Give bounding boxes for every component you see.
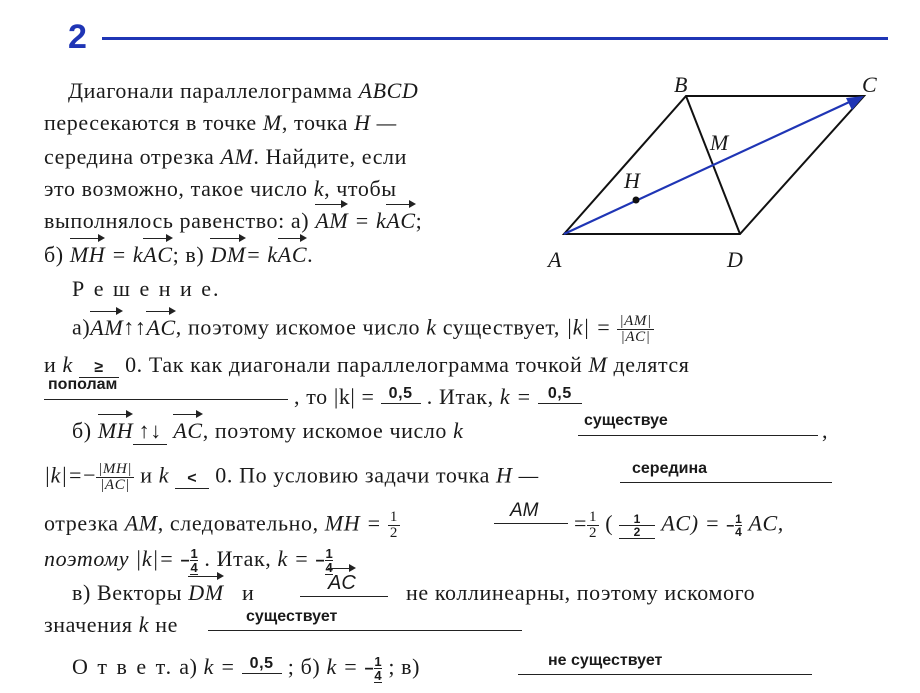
blank-line-c-exists	[208, 630, 522, 631]
fill-pop[interactable]: пополам	[48, 376, 118, 393]
solution-a-line-1: а)AM↑↑AC, поэтому искомое число k существует, |k| = $\frac{|AM|}{|AC|}$	[72, 313, 652, 345]
fill-ans-a[interactable]: 0,5	[242, 655, 282, 674]
parallelogram-figure	[540, 66, 900, 276]
task-number: 2	[68, 18, 87, 56]
solution-b-line-4: поэтому |k|= − $\frac{1}{4}$ . Итак, k = − $\frac{1}{4}$	[44, 545, 334, 575]
fill-am[interactable]: AM	[510, 500, 539, 521]
solution-a-line-3: , то |k| = 0,5 . Итак, k = 0,5	[294, 384, 582, 410]
answer-line: О т в е т. а) k = 0,5 ; б) k = − $\frac{1}{4}$ ; в)	[72, 653, 421, 683]
solution-b-line-3: отрезка AM, следовательно, MH = $\frac{1}{2}$	[44, 509, 398, 541]
blank-line-b-exists	[578, 435, 818, 436]
label-h: H	[624, 168, 641, 193]
b-comma: ,	[822, 418, 829, 443]
fill-abs-val[interactable]: 0,5	[381, 385, 421, 404]
header-rule	[102, 37, 888, 40]
blank-line-pop	[44, 399, 288, 400]
fill-ans-b[interactable]: $\frac{1}{4}$	[374, 653, 383, 683]
point-h	[633, 197, 640, 204]
fill-b-exists[interactable]: существуе	[584, 412, 668, 429]
solution-c-text: не коллинеарны, поэтому искомого	[406, 580, 756, 605]
label-c: C	[862, 72, 878, 97]
abs-k-fraction: $\frac{|AM|}{|AC|}$	[619, 313, 652, 345]
mh-ac-fraction: $\frac{|MH|}{|AC|}$	[98, 461, 133, 493]
problem-line-2: пересекаются в точке M, точка H —	[44, 110, 397, 135]
blank-line-am	[494, 523, 568, 524]
problem-line-5: выполнялось равенство: а) AM = kAC;	[44, 208, 423, 233]
fill-k-val[interactable]: 0,5	[538, 385, 582, 404]
solution-a-line-2: и k ≥ 0. Так как диагонали параллелограмма точкой M делятся	[44, 352, 690, 377]
fill-k-b[interactable]: $\frac{1}{4}$	[325, 545, 334, 575]
label-a: A	[548, 247, 563, 272]
solution-c-line-2: значения k не	[44, 612, 178, 637]
problem-line-4: это возможно, такое число k, чтобы	[44, 176, 397, 201]
problem-line-1: Диагонали параллелограмма ABCD	[68, 78, 419, 103]
fill-leq[interactable]: <	[175, 470, 209, 489]
fill-geq[interactable]: ≥	[79, 359, 119, 378]
problem-line-6: б) MH = kAC; в) DM= kAC.	[44, 242, 314, 267]
blank-line-ans-c	[518, 674, 812, 675]
fill-c-exists[interactable]: существует	[246, 608, 338, 625]
blank-line-ac	[300, 596, 388, 597]
label-b: B	[674, 72, 689, 97]
blank-line-seredina	[620, 482, 832, 483]
vector-ac	[564, 98, 858, 234]
label-d: D	[727, 247, 744, 272]
solution-c-line-1: в) Векторы DM и	[72, 580, 255, 605]
problem-line-3: середина отрезка AM. Найдите, если	[44, 144, 408, 169]
solution-b-line-2: |k|=− $\frac{|MH|}{|AC|}$ и k < 0. По условию задачи точка H —	[44, 461, 539, 493]
solution-b-line-3b: = $\frac{1}{2}$ ( $\frac{1}{2}$ AC) = − $\frac{1}{4}$ AC,	[574, 509, 784, 541]
label-m: M	[710, 130, 729, 155]
solution-b-line-1: б) MH ↑↓ AC, поэтому искомое число k	[72, 418, 464, 443]
fill-abs-k[interactable]: $\frac{1}{4}$	[190, 545, 199, 575]
fill-half[interactable]: $\frac{1}{2}$	[619, 513, 655, 539]
fill-ac[interactable]: AC	[328, 572, 356, 594]
solution-heading: Р е ш е н и е.	[72, 276, 221, 301]
fill-seredina[interactable]: середина	[632, 460, 708, 477]
vector-ac-arrowhead	[846, 96, 864, 110]
fill-ans-c[interactable]: не существует	[548, 652, 663, 669]
fill-quarter[interactable]: $\frac{1}{4}$	[735, 512, 743, 539]
